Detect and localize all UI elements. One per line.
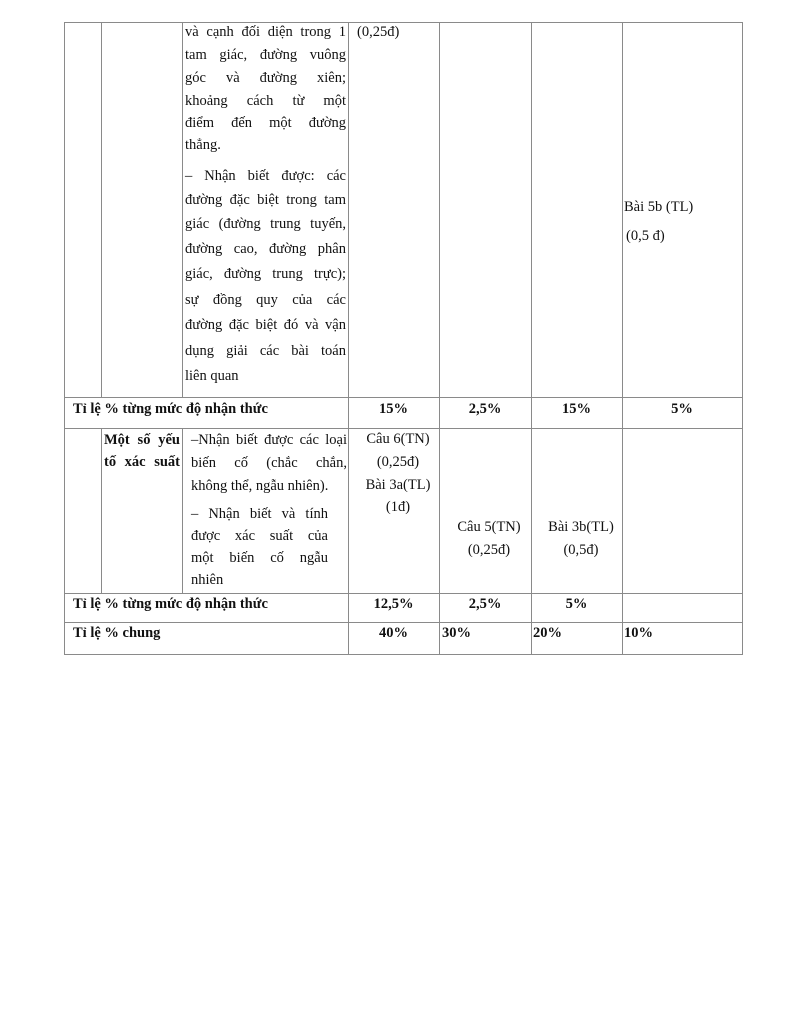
ratio-value: 15% bbox=[562, 401, 591, 417]
description-line: được xác suất của bbox=[191, 528, 328, 544]
description-line: thẳng. bbox=[185, 137, 221, 153]
description-line: liên quan bbox=[185, 368, 239, 384]
total-value: 40% bbox=[379, 625, 408, 641]
ratio-value: 15% bbox=[379, 401, 408, 417]
col-divider bbox=[101, 22, 102, 398]
description-line: và cạnh đối diện trong 1 bbox=[185, 24, 346, 40]
description-line: – Nhận biết và tính bbox=[191, 506, 328, 522]
description-line: biến cố (chắc chắn, bbox=[191, 455, 347, 471]
description-line: giác (đường trung tuyến, bbox=[185, 216, 346, 232]
col-divider bbox=[101, 428, 102, 594]
question-cell: Bài 5b (TL) bbox=[624, 199, 694, 215]
description-line: không thể, ngẫu nhiên). bbox=[191, 478, 329, 494]
ratio-value: 5% bbox=[565, 596, 588, 612]
description-line: nhiên bbox=[191, 572, 224, 588]
description-line: góc và đường xiên; bbox=[185, 70, 346, 86]
ratio-value: 2,5% bbox=[468, 596, 502, 612]
score-cell: (1đ) bbox=[385, 499, 411, 515]
total-value: 10% bbox=[624, 625, 653, 641]
question-cell: Bài 3b(TL) bbox=[548, 519, 614, 535]
table-border-right bbox=[742, 22, 743, 655]
question-cell: Bài 3a(TL) bbox=[365, 477, 431, 493]
score-cell: (0,25đ) bbox=[357, 24, 400, 40]
description-line: tam giác, đường vuông bbox=[185, 47, 346, 63]
ratio-row-label: Tỉ lệ % từng mức độ nhận thức bbox=[73, 596, 268, 612]
description-line: sự đồng quy của các bbox=[185, 292, 346, 308]
col-divider bbox=[182, 428, 183, 594]
description-line: đường cao, đường phân bbox=[185, 241, 346, 257]
total-value: 30% bbox=[442, 625, 471, 641]
table-border-top bbox=[64, 22, 743, 23]
question-cell: Câu 5(TN) bbox=[457, 519, 521, 535]
score-cell: (0,25đ) bbox=[467, 542, 511, 558]
description-line: giác, đường trung trực); bbox=[185, 266, 346, 282]
ratio-value: 5% bbox=[671, 401, 693, 417]
description-line: điểm đến một đường bbox=[185, 115, 346, 131]
score-cell: (0,25đ) bbox=[376, 454, 420, 470]
score-cell: (0,5 đ) bbox=[626, 228, 665, 244]
topic-name: Một số yếu bbox=[104, 432, 180, 448]
table-border-bottom bbox=[64, 654, 743, 655]
description-line: dụng giải các bài toán bbox=[185, 343, 346, 359]
question-cell: Câu 6(TN) bbox=[366, 431, 430, 447]
description-line: một biến cố ngẫu bbox=[191, 550, 328, 566]
score-cell: (0,5đ) bbox=[563, 542, 599, 558]
table-border-left bbox=[64, 22, 65, 655]
col-divider bbox=[182, 22, 183, 398]
description-line: –Nhận biết được các loại bbox=[191, 432, 347, 448]
ratio-value: 12,5% bbox=[373, 596, 414, 612]
total-value: 20% bbox=[533, 625, 562, 641]
total-row-label: Tỉ lệ % chung bbox=[73, 625, 161, 641]
topic-name: tố xác suất bbox=[104, 454, 180, 470]
description-line: – Nhận biết được: các bbox=[185, 168, 346, 184]
description-line: khoảng cách từ một bbox=[185, 93, 346, 109]
ratio-row-label: Tỉ lệ % từng mức độ nhận thức bbox=[73, 401, 268, 417]
col-divider bbox=[439, 22, 440, 655]
col-divider bbox=[348, 22, 349, 655]
description-line: đường đặc biệt trong tam bbox=[185, 192, 346, 208]
description-line: đường đặc biệt đó và vận bbox=[185, 317, 346, 333]
ratio-value: 2,5% bbox=[468, 401, 502, 417]
